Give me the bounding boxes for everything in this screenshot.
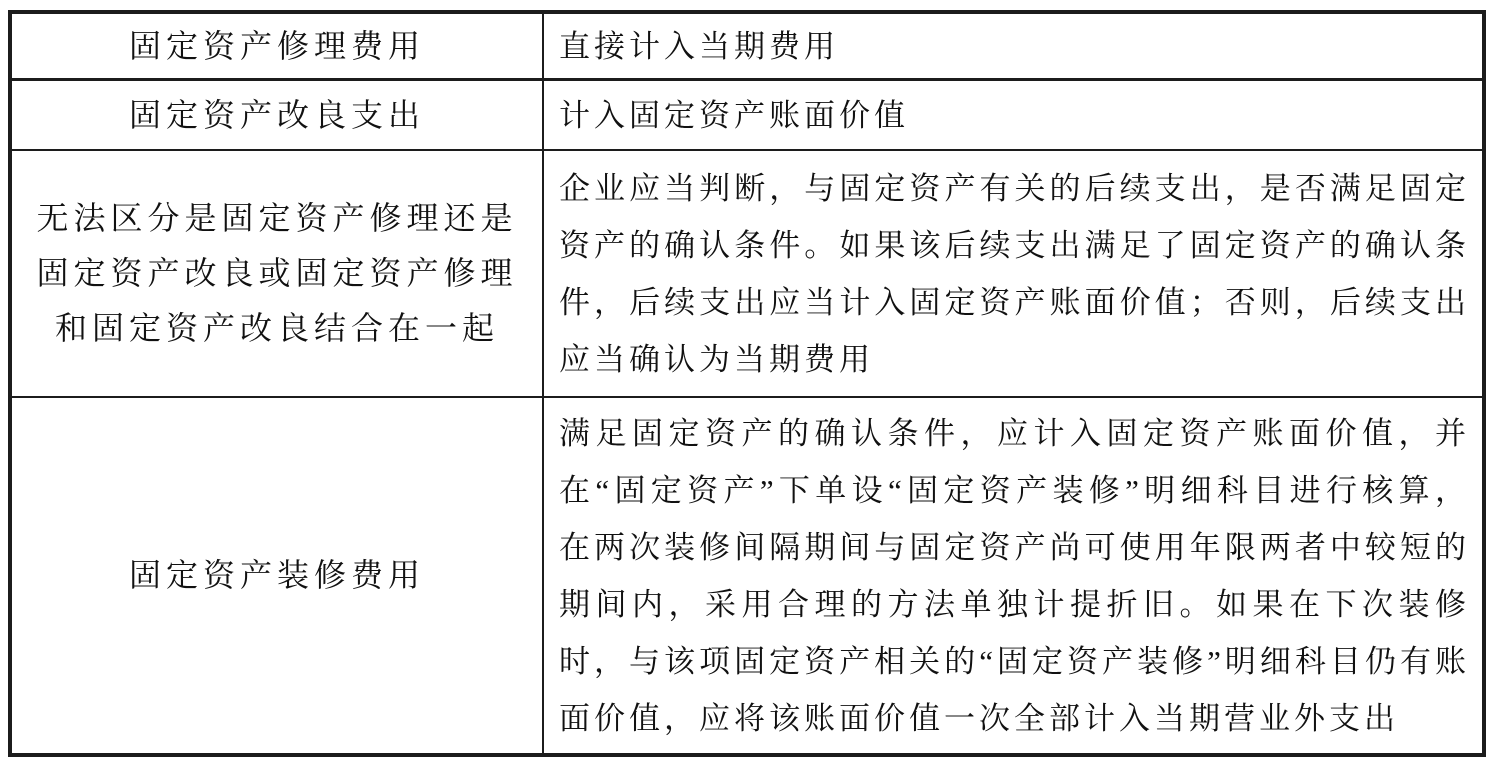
cell-text-line: 无法区分是固定资产修理还是	[36, 200, 518, 236]
cell-text-line: 和固定资产改良结合在一起	[54, 310, 499, 346]
cell-category-decoration	[12, 398, 544, 753]
cell-category-repair	[12, 14, 544, 78]
cell-treatment-indistinguishable	[544, 151, 1482, 396]
cell-text: 满足固定资产的确认条件，应计入固定资产账面价值，并在“固定资产”下单设“固定资产装修”明细科目进行核算，在两次装修间隔期间与固定资产尚可使用年限两者中较短的期间内，采用合理的方法单独计提折旧。如果在下次装修时，与该项固定资产相关的“固定资产装修”明细科目仍有账面价值，应将该账面价值一次全部计入当期营业外支出	[559, 415, 1470, 736]
cell-category-indistinguishable	[12, 151, 544, 396]
cell-text: 计入固定资产账面价值	[559, 97, 909, 133]
fixed-asset-expense-table	[8, 10, 1486, 757]
cell-text: 固定资产改良支出	[128, 96, 425, 133]
cell-text: 直接计入当期费用	[559, 28, 839, 64]
cell-text: 固定资产修理费用	[128, 27, 425, 64]
cell-treatment-repair	[544, 14, 1482, 78]
cell-text: 固定资产装修费用	[128, 557, 425, 593]
cell-treatment-improvement	[544, 81, 1482, 149]
cell-treatment-decoration	[544, 398, 1482, 753]
table-row-repair-expense	[12, 14, 1482, 81]
cell-category-improvement	[12, 81, 544, 149]
cell-text: 企业应当判断，与固定资产有关的后续支出，是否满足固定资产的确认条件。如果该后续支出满足了固定资产的确认条件，后续支出应当计入固定资产账面价值；否则，后续支出应当确认为当期费用	[559, 170, 1470, 377]
table-row-decoration-expense	[12, 398, 1482, 753]
cell-text-line: 固定资产改良或固定资产修理	[36, 255, 518, 291]
table-row-indistinguishable	[12, 151, 1482, 398]
table-row-improvement-expenditure	[12, 81, 1482, 151]
